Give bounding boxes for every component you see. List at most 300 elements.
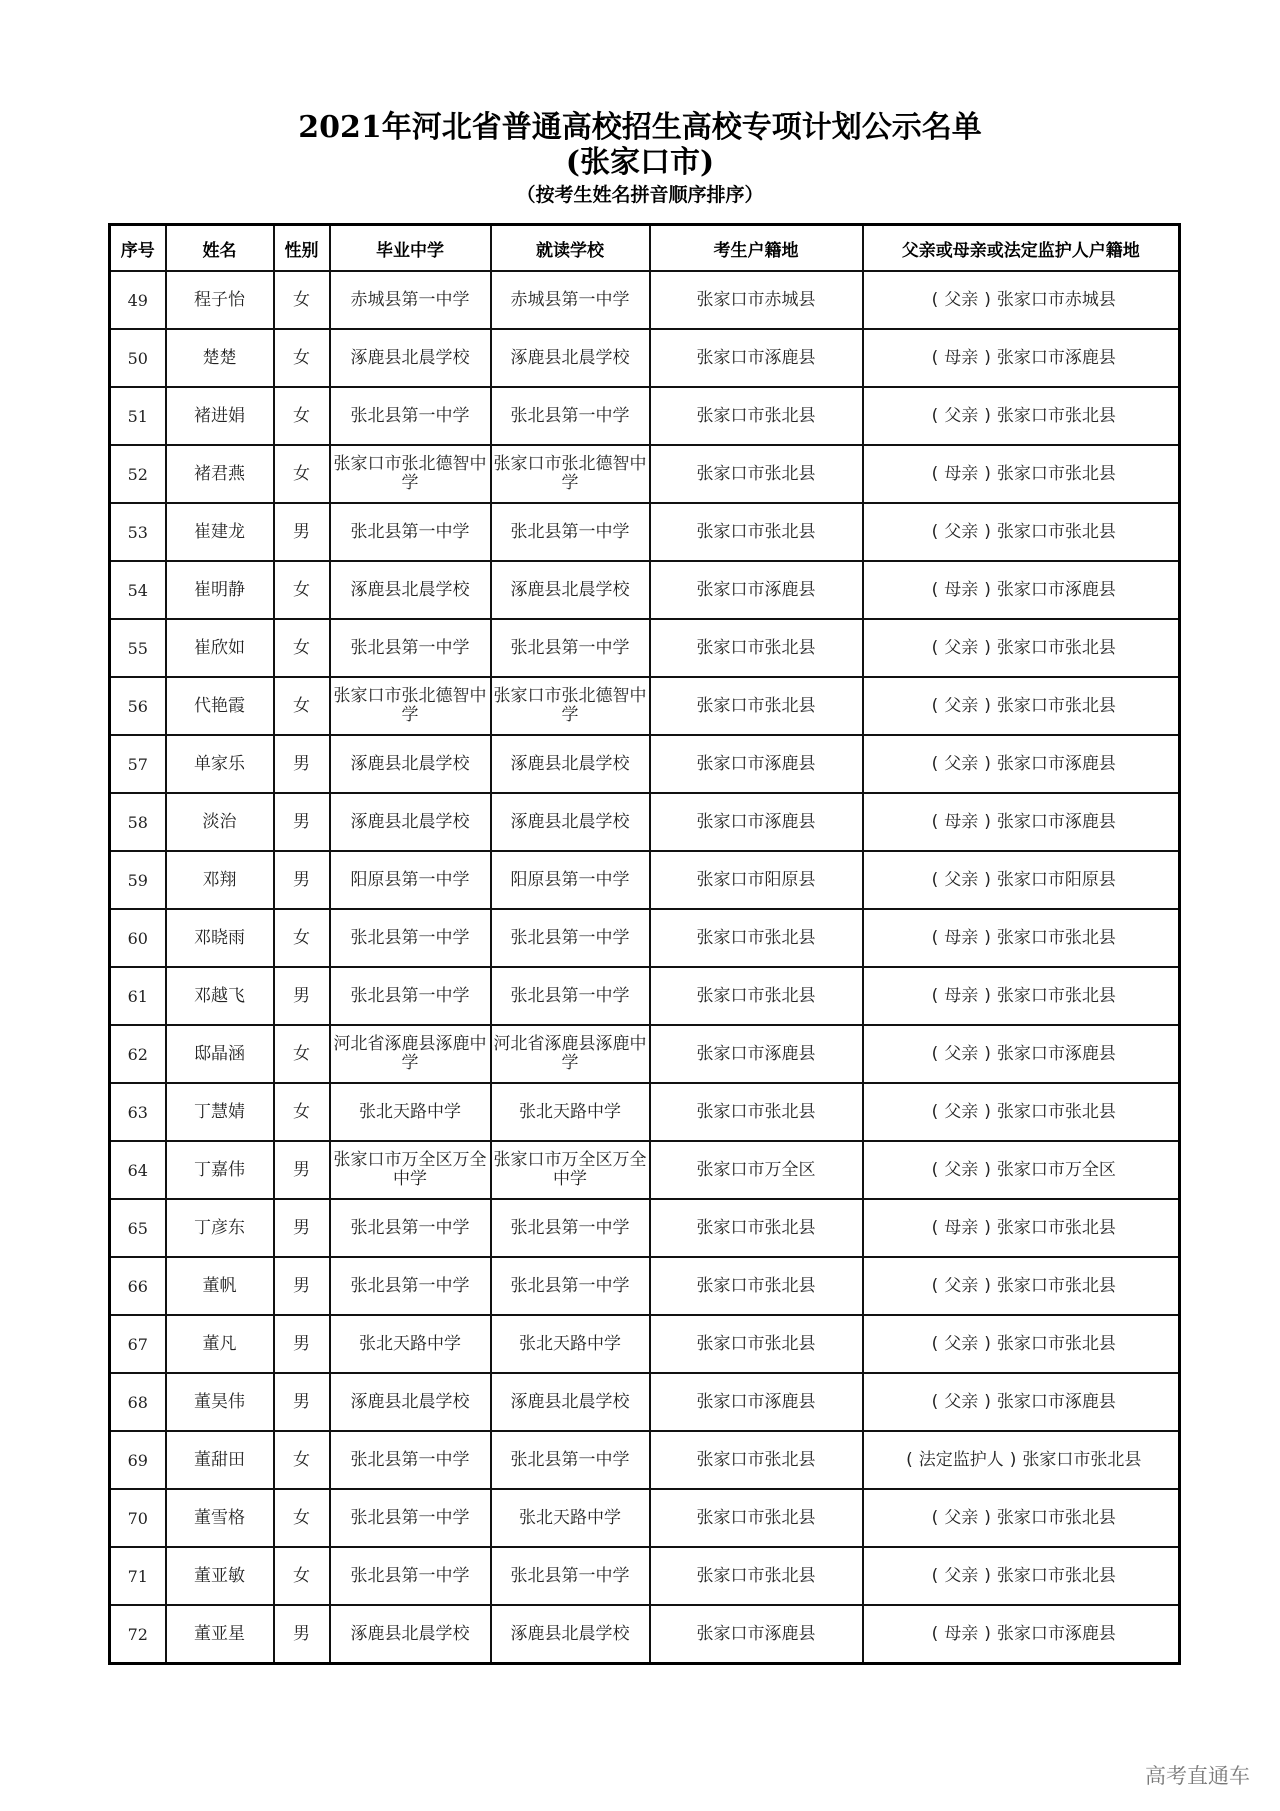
- row-grad-school: 河北省涿鹿县涿鹿中学: [330, 1025, 491, 1083]
- close-paren: ): [984, 985, 991, 1006]
- row-name: 丁彦东: [166, 1199, 274, 1257]
- row-no: 65: [110, 1199, 166, 1257]
- row-gender: 女: [274, 1547, 330, 1605]
- row-current-school: 张家口市张北德智中学: [491, 445, 650, 503]
- row-hukou: 张家口市涿鹿县: [650, 1025, 863, 1083]
- row-current-school: 张北天路中学: [491, 1083, 650, 1141]
- close-paren: ): [984, 753, 991, 774]
- row-hukou: 张家口市涿鹿县: [650, 561, 863, 619]
- guardian-relation: 母亲: [944, 347, 979, 368]
- row-grad-school: 张北县第一中学: [330, 1489, 491, 1547]
- row-no: 62: [110, 1025, 166, 1083]
- row-current-school: 涿鹿县北晨学校: [491, 1605, 650, 1664]
- row-guardian: [863, 561, 1180, 619]
- row-hukou: 张家口市张北县: [650, 503, 863, 561]
- watermark: 高考直通车: [1145, 1764, 1250, 1788]
- row-guardian: [863, 503, 1180, 561]
- open-paren: (: [931, 985, 939, 1006]
- row-no: 68: [110, 1373, 166, 1431]
- guardian-hukou: 张家口市张北县: [996, 405, 1116, 426]
- table-row: [110, 503, 1180, 561]
- guardian-hukou: 张家口市张北县: [996, 1217, 1116, 1238]
- region-subtitle: (张家口市): [565, 145, 715, 180]
- row-guardian: [863, 1025, 1180, 1083]
- open-paren: (: [931, 1507, 939, 1528]
- row-hukou: 张家口市张北县: [650, 1547, 863, 1605]
- table-row: [110, 1431, 1180, 1489]
- row-name: 单家乐: [166, 735, 274, 793]
- table-row: [110, 909, 1180, 967]
- row-hukou: 张家口市张北县: [650, 619, 863, 677]
- row-gender: 男: [274, 1199, 330, 1257]
- row-no: 53: [110, 503, 166, 561]
- row-grad-school: 张北县第一中学: [330, 1257, 491, 1315]
- guardian-hukou: 张家口市涿鹿县: [996, 1623, 1116, 1644]
- row-no: 63: [110, 1083, 166, 1141]
- header-name: 姓名: [166, 225, 274, 272]
- row-current-school: 河北省涿鹿县涿鹿中学: [491, 1025, 650, 1083]
- row-gender: 男: [274, 1315, 330, 1373]
- guardian-hukou: 张家口市张北县: [996, 521, 1116, 542]
- row-grad-school: 张北县第一中学: [330, 1431, 491, 1489]
- row-hukou: 张家口市涿鹿县: [650, 793, 863, 851]
- close-paren: ): [984, 869, 991, 890]
- guardian-relation: 母亲: [944, 463, 979, 484]
- row-gender: 女: [274, 1025, 330, 1083]
- guardian-relation: 父亲: [944, 753, 979, 774]
- table-row: [110, 1083, 1180, 1141]
- open-paren: (: [931, 637, 939, 658]
- open-paren: (: [931, 347, 939, 368]
- row-gender: 男: [274, 1373, 330, 1431]
- row-grad-school: 张北县第一中学: [330, 1547, 491, 1605]
- row-name: 董甜田: [166, 1431, 274, 1489]
- open-paren: (: [906, 1449, 913, 1470]
- row-current-school: 涿鹿县北晨学校: [491, 793, 650, 851]
- table-row: [110, 1025, 1180, 1083]
- table-row: [110, 677, 1180, 735]
- open-paren: (: [931, 695, 939, 716]
- row-gender: 女: [274, 1083, 330, 1141]
- close-paren: ): [984, 1043, 991, 1064]
- row-gender: 男: [274, 1141, 330, 1199]
- close-paren: ): [984, 463, 991, 484]
- row-current-school: 张北县第一中学: [491, 1199, 650, 1257]
- row-gender: 男: [274, 1605, 330, 1664]
- row-hukou: 张家口市阳原县: [650, 851, 863, 909]
- row-current-school: 张家口市万全区万全中学: [491, 1141, 650, 1199]
- row-no: 72: [110, 1605, 166, 1664]
- row-no: 64: [110, 1141, 166, 1199]
- guardian-hukou: 张家口市张北县: [996, 1275, 1116, 1296]
- open-paren: (: [931, 1565, 939, 1586]
- row-name: 邓晓雨: [166, 909, 274, 967]
- guardian-hukou: 张家口市张北县: [996, 1507, 1116, 1528]
- row-grad-school: 张北县第一中学: [330, 909, 491, 967]
- header-grad-school: 毕业中学: [330, 225, 491, 272]
- row-guardian: [863, 387, 1180, 445]
- row-hukou: 张家口市张北县: [650, 1257, 863, 1315]
- guardian-hukou: 张家口市阳原县: [996, 869, 1116, 890]
- row-name: 董凡: [166, 1315, 274, 1373]
- guardian-relation: 父亲: [944, 289, 979, 310]
- row-gender: 女: [274, 561, 330, 619]
- table-row: [110, 793, 1180, 851]
- row-gender: 女: [274, 329, 330, 387]
- row-hukou: 张家口市涿鹿县: [650, 1605, 863, 1664]
- row-current-school: 张北县第一中学: [491, 909, 650, 967]
- row-current-school: 张北县第一中学: [491, 619, 650, 677]
- open-paren: (: [931, 1101, 939, 1122]
- row-hukou: 张家口市张北县: [650, 1199, 863, 1257]
- row-gender: 女: [274, 1431, 330, 1489]
- table-row: [110, 1199, 1180, 1257]
- table-row: [110, 735, 1180, 793]
- row-hukou: 张家口市赤城县: [650, 271, 863, 329]
- open-paren: (: [931, 463, 939, 484]
- row-grad-school: 阳原县第一中学: [330, 851, 491, 909]
- row-current-school: 涿鹿县北晨学校: [491, 561, 650, 619]
- close-paren: ): [984, 1333, 991, 1354]
- row-guardian: [863, 329, 1180, 387]
- open-paren: (: [931, 811, 939, 832]
- row-name: 代艳霞: [166, 677, 274, 735]
- row-hukou: 张家口市张北县: [650, 677, 863, 735]
- table-row: [110, 387, 1180, 445]
- row-guardian: [863, 271, 1180, 329]
- row-name: 邓越飞: [166, 967, 274, 1025]
- row-no: 51: [110, 387, 166, 445]
- guardian-hukou: 张家口市赤城县: [996, 289, 1116, 310]
- row-gender: 女: [274, 677, 330, 735]
- header-no: 序号: [110, 225, 166, 272]
- close-paren: ): [984, 695, 991, 716]
- guardian-hukou: 张家口市涿鹿县: [996, 1391, 1116, 1412]
- row-current-school: 张北天路中学: [491, 1315, 650, 1373]
- table-header-row: [110, 225, 1180, 272]
- row-no: 60: [110, 909, 166, 967]
- guardian-hukou: 张家口市涿鹿县: [996, 347, 1116, 368]
- row-guardian: [863, 1373, 1180, 1431]
- row-gender: 男: [274, 1257, 330, 1315]
- row-gender: 男: [274, 851, 330, 909]
- row-name: 褚君燕: [166, 445, 274, 503]
- close-paren: ): [984, 1217, 991, 1238]
- guardian-relation: 母亲: [944, 1623, 979, 1644]
- row-guardian: [863, 1315, 1180, 1373]
- row-gender: 男: [274, 793, 330, 851]
- guardian-relation: 母亲: [944, 811, 979, 832]
- open-paren: (: [931, 1333, 939, 1354]
- row-hukou: 张家口市张北县: [650, 1083, 863, 1141]
- guardian-relation: 父亲: [944, 695, 979, 716]
- row-hukou: 张家口市涿鹿县: [650, 329, 863, 387]
- open-paren: (: [931, 405, 939, 426]
- row-grad-school: 涿鹿县北晨学校: [330, 1605, 491, 1664]
- open-paren: (: [931, 869, 939, 890]
- open-paren: (: [931, 579, 939, 600]
- close-paren: ): [984, 1623, 991, 1644]
- student-list-table: [108, 223, 1181, 1665]
- row-grad-school: 涿鹿县北晨学校: [330, 793, 491, 851]
- row-name: 邓翔: [166, 851, 274, 909]
- table-row: [110, 1257, 1180, 1315]
- row-guardian: [863, 1547, 1180, 1605]
- row-guardian: [863, 967, 1180, 1025]
- row-hukou: 张家口市张北县: [650, 1489, 863, 1547]
- table-row: [110, 619, 1180, 677]
- guardian-relation: 父亲: [944, 1275, 979, 1296]
- row-no: 70: [110, 1489, 166, 1547]
- row-name: 董帆: [166, 1257, 274, 1315]
- table-row: [110, 329, 1180, 387]
- row-guardian: [863, 677, 1180, 735]
- guardian-relation: 母亲: [944, 1217, 979, 1238]
- guardian-hukou: 张家口市张北县: [996, 463, 1116, 484]
- row-guardian: [863, 793, 1180, 851]
- row-grad-school: 涿鹿县北晨学校: [330, 329, 491, 387]
- header-guardian-hukou: 父亲或母亲或法定监护人户籍地: [863, 225, 1180, 272]
- row-gender: 女: [274, 445, 330, 503]
- guardian-relation: 父亲: [944, 1565, 979, 1586]
- row-no: 66: [110, 1257, 166, 1315]
- guardian-relation: 父亲: [944, 1159, 979, 1180]
- guardian-hukou: 张家口市万全区: [996, 1159, 1116, 1180]
- open-paren: (: [931, 927, 939, 948]
- guardian-hukou: 张家口市张北县: [996, 1333, 1116, 1354]
- row-name: 董亚星: [166, 1605, 274, 1664]
- row-grad-school: 张北县第一中学: [330, 967, 491, 1025]
- row-guardian: [863, 909, 1180, 967]
- row-current-school: 张北县第一中学: [491, 967, 650, 1025]
- row-guardian: [863, 851, 1180, 909]
- row-no: 69: [110, 1431, 166, 1489]
- close-paren: ): [984, 811, 991, 832]
- row-guardian: [863, 1605, 1180, 1664]
- row-grad-school: 赤城县第一中学: [330, 271, 491, 329]
- guardian-hukou: 张家口市张北县: [996, 1101, 1116, 1122]
- document-title: 2021年河北省普通高校招生高校专项计划公示名单: [298, 110, 982, 145]
- row-current-school: 赤城县第一中学: [491, 271, 650, 329]
- row-name: 丁慧婧: [166, 1083, 274, 1141]
- close-paren: ): [984, 289, 991, 310]
- row-grad-school: 张家口市万全区万全中学: [330, 1141, 491, 1199]
- row-gender: 男: [274, 735, 330, 793]
- close-paren: ): [984, 1507, 991, 1528]
- guardian-relation: 父亲: [944, 1391, 979, 1412]
- close-paren: ): [1009, 1449, 1017, 1470]
- row-name: 崔明静: [166, 561, 274, 619]
- row-guardian: [863, 1257, 1180, 1315]
- row-grad-school: 涿鹿县北晨学校: [330, 561, 491, 619]
- guardian-hukou: 张家口市张北县: [996, 1565, 1116, 1586]
- row-name: 丁嘉伟: [166, 1141, 274, 1199]
- table-row: [110, 851, 1180, 909]
- header-hukou: 考生户籍地: [650, 225, 863, 272]
- close-paren: ): [984, 347, 991, 368]
- open-paren: (: [931, 753, 939, 774]
- row-guardian: [863, 1489, 1180, 1547]
- sort-note: （按考生姓名拼音顺序排序）: [516, 184, 764, 206]
- close-paren: ): [984, 1101, 991, 1122]
- row-grad-school: 张家口市张北德智中学: [330, 677, 491, 735]
- row-gender: 女: [274, 387, 330, 445]
- row-hukou: 张家口市涿鹿县: [650, 735, 863, 793]
- row-current-school: 张家口市张北德智中学: [491, 677, 650, 735]
- row-name: 崔建龙: [166, 503, 274, 561]
- header-current-school: 就读学校: [491, 225, 650, 272]
- table-row: [110, 271, 1180, 329]
- table-row: [110, 1605, 1180, 1664]
- row-gender: 女: [274, 619, 330, 677]
- guardian-relation: 母亲: [944, 579, 979, 600]
- open-paren: (: [931, 1217, 939, 1238]
- row-guardian: [863, 1083, 1180, 1141]
- table-row: [110, 1373, 1180, 1431]
- guardian-relation: 父亲: [944, 1333, 979, 1354]
- row-gender: 男: [274, 503, 330, 561]
- guardian-relation: 父亲: [944, 521, 979, 542]
- row-hukou: 张家口市张北县: [650, 387, 863, 445]
- row-hukou: 张家口市张北县: [650, 445, 863, 503]
- close-paren: ): [984, 1159, 991, 1180]
- row-no: 56: [110, 677, 166, 735]
- row-grad-school: 张家口市张北德智中学: [330, 445, 491, 503]
- row-no: 54: [110, 561, 166, 619]
- row-guardian: [863, 735, 1180, 793]
- row-no: 59: [110, 851, 166, 909]
- row-no: 67: [110, 1315, 166, 1373]
- guardian-relation: 母亲: [944, 927, 979, 948]
- row-name: 淡治: [166, 793, 274, 851]
- row-current-school: 张北天路中学: [491, 1489, 650, 1547]
- row-name: 董昊伟: [166, 1373, 274, 1431]
- guardian-relation: 父亲: [944, 637, 979, 658]
- row-no: 61: [110, 967, 166, 1025]
- row-grad-school: 张北县第一中学: [330, 619, 491, 677]
- row-no: 71: [110, 1547, 166, 1605]
- row-grad-school: 张北县第一中学: [330, 503, 491, 561]
- row-gender: 女: [274, 271, 330, 329]
- guardian-hukou: 张家口市张北县: [996, 637, 1116, 658]
- close-paren: ): [984, 927, 991, 948]
- table-row: [110, 561, 1180, 619]
- guardian-relation: 父亲: [944, 1101, 979, 1122]
- row-gender: 男: [274, 967, 330, 1025]
- row-name: 程子怡: [166, 271, 274, 329]
- guardian-hukou: 张家口市张北县: [996, 985, 1116, 1006]
- table-row: [110, 967, 1180, 1025]
- guardian-hukou: 张家口市张北县: [1022, 1449, 1142, 1470]
- row-current-school: 阳原县第一中学: [491, 851, 650, 909]
- row-grad-school: 涿鹿县北晨学校: [330, 735, 491, 793]
- row-gender: 女: [274, 1489, 330, 1547]
- table-row: [110, 1315, 1180, 1373]
- row-current-school: 涿鹿县北晨学校: [491, 329, 650, 387]
- guardian-hukou: 张家口市涿鹿县: [996, 1043, 1116, 1064]
- row-current-school: 张北县第一中学: [491, 1547, 650, 1605]
- table-row: [110, 445, 1180, 503]
- row-guardian: [863, 1199, 1180, 1257]
- row-current-school: 张北县第一中学: [491, 387, 650, 445]
- row-name: 褚进娟: [166, 387, 274, 445]
- row-guardian: [863, 619, 1180, 677]
- header-gender: 性别: [274, 225, 330, 272]
- row-no: 57: [110, 735, 166, 793]
- row-no: 49: [110, 271, 166, 329]
- row-hukou: 张家口市张北县: [650, 1431, 863, 1489]
- row-current-school: 张北县第一中学: [491, 503, 650, 561]
- open-paren: (: [931, 1043, 939, 1064]
- row-grad-school: 张北天路中学: [330, 1083, 491, 1141]
- guardian-relation: 父亲: [944, 1043, 979, 1064]
- row-hukou: 张家口市涿鹿县: [650, 1373, 863, 1431]
- row-hukou: 张家口市万全区: [650, 1141, 863, 1199]
- guardian-hukou: 张家口市涿鹿县: [996, 811, 1116, 832]
- row-hukou: 张家口市张北县: [650, 1315, 863, 1373]
- row-no: 55: [110, 619, 166, 677]
- row-guardian: [863, 1141, 1180, 1199]
- guardian-relation: 父亲: [944, 1507, 979, 1528]
- row-guardian: [863, 1431, 1180, 1489]
- open-paren: (: [931, 1275, 939, 1296]
- guardian-hukou: 张家口市涿鹿县: [996, 753, 1116, 774]
- row-gender: 女: [274, 909, 330, 967]
- row-hukou: 张家口市张北县: [650, 967, 863, 1025]
- row-name: 董亚敏: [166, 1547, 274, 1605]
- row-guardian: [863, 445, 1180, 503]
- open-paren: (: [931, 521, 939, 542]
- close-paren: ): [984, 1275, 991, 1296]
- table-row: [110, 1547, 1180, 1605]
- guardian-hukou: 张家口市张北县: [996, 927, 1116, 948]
- guardian-hukou: 张家口市张北县: [996, 695, 1116, 716]
- row-grad-school: 张北县第一中学: [330, 1199, 491, 1257]
- table-row: [110, 1489, 1180, 1547]
- row-name: 董雪格: [166, 1489, 274, 1547]
- row-name: 邸晶涵: [166, 1025, 274, 1083]
- table-row: [110, 1141, 1180, 1199]
- row-name: 崔欣如: [166, 619, 274, 677]
- guardian-relation: 父亲: [944, 869, 979, 890]
- guardian-relation: 父亲: [944, 405, 979, 426]
- row-current-school: 张北县第一中学: [491, 1431, 650, 1489]
- close-paren: ): [984, 405, 991, 426]
- row-current-school: 涿鹿县北晨学校: [491, 735, 650, 793]
- close-paren: ): [984, 1565, 991, 1586]
- open-paren: (: [931, 1159, 939, 1180]
- row-hukou: 张家口市张北县: [650, 909, 863, 967]
- row-grad-school: 张北县第一中学: [330, 387, 491, 445]
- row-name: 楚楚: [166, 329, 274, 387]
- row-current-school: 张北县第一中学: [491, 1257, 650, 1315]
- close-paren: ): [984, 521, 991, 542]
- open-paren: (: [931, 1623, 939, 1644]
- close-paren: ): [984, 637, 991, 658]
- guardian-relation: 母亲: [944, 985, 979, 1006]
- row-current-school: 涿鹿县北晨学校: [491, 1373, 650, 1431]
- guardian-relation: 法定监护人: [918, 1449, 1004, 1470]
- row-grad-school: 涿鹿县北晨学校: [330, 1373, 491, 1431]
- open-paren: (: [931, 1391, 939, 1412]
- row-no: 52: [110, 445, 166, 503]
- row-no: 50: [110, 329, 166, 387]
- close-paren: ): [984, 1391, 991, 1412]
- close-paren: ): [984, 579, 991, 600]
- row-no: 58: [110, 793, 166, 851]
- row-grad-school: 张北天路中学: [330, 1315, 491, 1373]
- open-paren: (: [931, 289, 939, 310]
